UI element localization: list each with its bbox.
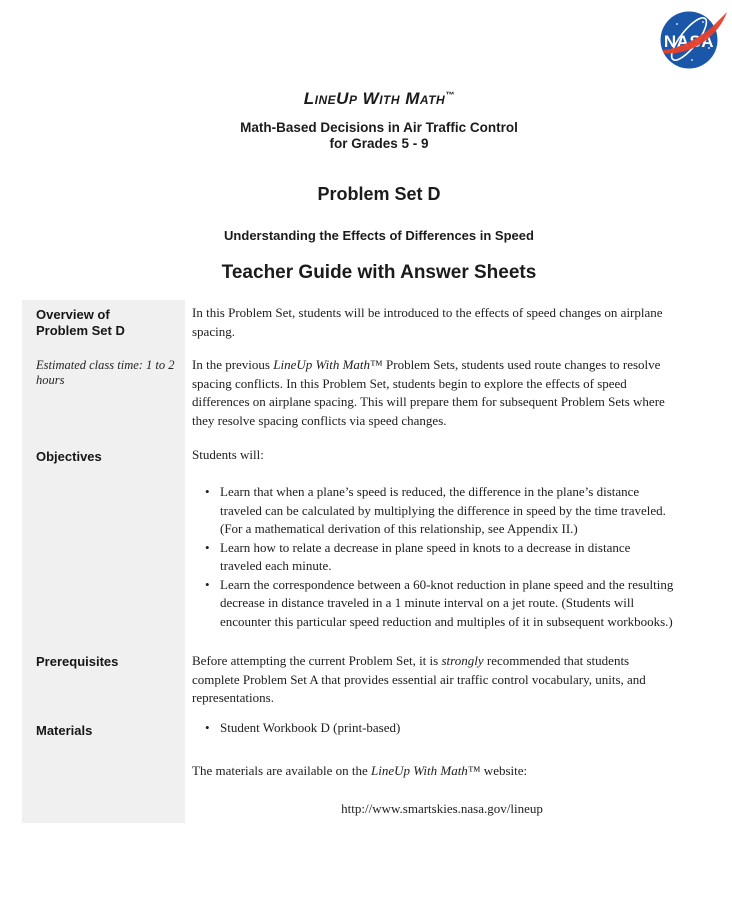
overview-paragraph-2: In the previous LineUp With Math™ Problem Sets, students used route changes to resolve spacing conflicts. In this Problem Set, students begin to explore the effects of speed differences on airplane spacing. This will prepare them for subsequent Problem Sets where they resolve spacing conflicts via speed changes. xyxy=(192,357,665,428)
objectives-intro: Students will: xyxy=(192,447,264,462)
nasa-logo-wordmark: NASA xyxy=(663,32,715,51)
sidebar-label-objectives: Objectives xyxy=(36,449,102,464)
objectives-bullet-item xyxy=(192,483,674,539)
series-subtitle-line1: Math-Based Decisions in Air Traffic Control xyxy=(240,120,518,135)
materials-paragraph: The materials are available on the LineUp With Math™ website: xyxy=(192,763,528,778)
series-subtitle-line2: for Grades 5 - 9 xyxy=(329,136,429,151)
materials-bullet-item xyxy=(192,719,702,738)
website-url-line xyxy=(192,800,692,819)
trademark-symbol: ™ xyxy=(445,90,455,100)
nasa-logo-icon xyxy=(659,8,729,72)
prerequisites-paragraph: Before attempting the current Problem Set, it is strongly recommended that students complete Problem Set A that provides essential air traffic control vocabulary, units, and representations. xyxy=(192,653,646,705)
objectives-bullet-list xyxy=(192,483,674,631)
objectives-bullet-text: Learn the correspondence between a 60-knot reduction in plane speed and the resulting decrease in distance traveled in a 1 minute interval on a jet route. (Students will encounter this particular speed reduction and multiples of it in subsequent workbooks.) xyxy=(220,576,674,629)
bullet-icon: • xyxy=(205,539,210,555)
sidebar-label-overview: Overview of Problem Set D xyxy=(36,307,125,338)
overview-paragraph-1: In this Problem Set, students will be introduced to the effects of speed changes on airplane spacing. xyxy=(192,305,663,339)
series-title-text: LineUp With Math xyxy=(303,89,446,108)
website-url-link[interactable]: http://www.smartskies.nasa.gov/lineup xyxy=(341,801,543,816)
materials-bullet-text: Student Workbook D (print-based) xyxy=(220,720,401,735)
objectives-bullet-text: Learn how to relate a decrease in plane speed in knots to a decrease in distance traveled each minute. xyxy=(220,539,631,573)
problem-set-title: Problem Set D xyxy=(317,184,441,204)
series-title xyxy=(26,89,732,109)
sidebar-note-class-time: Estimated class time: 1 to 2 hours xyxy=(36,358,175,387)
document-type-title: Teacher Guide with Answer Sheets xyxy=(221,262,537,283)
objectives-bullet-item xyxy=(192,539,674,576)
objectives-bullet-text: Learn that when a plane’s speed is reduced, the difference in the plane’s distance traveled can be calculated by multiplying the difference in speed by the time traveled. (For a mathematical derivation of this relationship, see Appendix II.) xyxy=(220,484,666,536)
bullet-icon: • xyxy=(205,576,210,592)
topic-title: Understanding the Effects of Differences in Speed xyxy=(224,228,534,243)
bullet-icon: • xyxy=(205,720,210,735)
sidebar-label-materials: Materials xyxy=(36,723,93,738)
objectives-bullet-item xyxy=(192,576,674,632)
bullet-icon: • xyxy=(205,484,210,499)
sidebar-label-prerequisites: Prerequisites xyxy=(36,654,119,669)
